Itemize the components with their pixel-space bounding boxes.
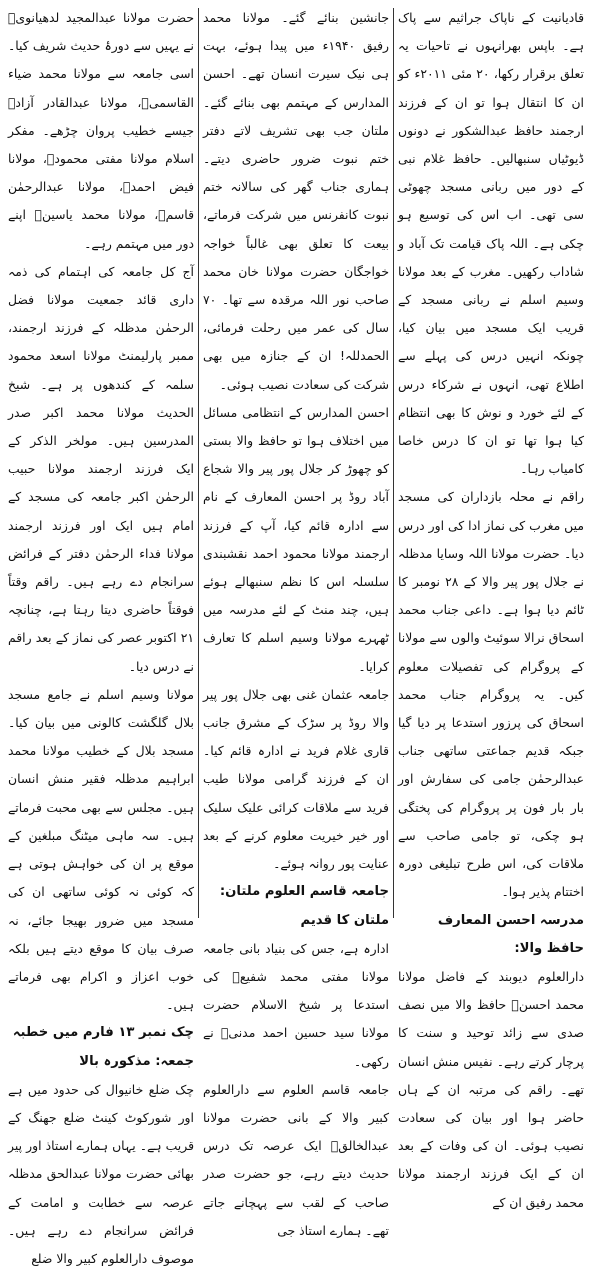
paragraph: دارالعلوم دیوبند کے فاضل مولانا محمد احسنؒ حافظ والا میں نصف صدی سے زائد توحید و سنت کا پرچار کرتے رہے۔ نفیس منش انسان تھے۔ راقم کی مرتبہ ان کے ہاں حاضر ہوا اور بیان کی سعادت نصیب ہوئی۔ ان کی وفات کے بعد ان کے ایک فرزند ارجمند مولانا محمد رفیق ان کے xyxy=(398,968,584,1210)
article-column-middle xyxy=(199,4,393,1238)
paragraph: آج کل جامعہ کی اہتمام کی ذمہ داری قائد جمعیت مولانا فضل الرحمٰن مدظلہ کے فرزند ارجمند، ممبر پارلیمنٹ مولانا اسعد محمود سلمہ کے کندھوں پر ہے۔ شیخ الحدیث مولانا محمد اکبر صدر المدرسین ہیں۔ مولخر الذکر کے ایک فرزند ارجمند مولانا حبیب الرحمٰن اکبر جامعہ کی مسجد کے امام ہیں ایک اور فرزند ارجمند مولانا فداء الرحمٰن دفتر کے فرائض سرانجام دے رہے ہیں۔ راقم وقتاً فوقتاً حاضری دیتا رہتا ہے، چنانچہ ۲۱ اکتوبر عصر کی نماز کے بعد راقم نے درس دیا۔ xyxy=(8,263,194,674)
article-column-right xyxy=(394,4,588,1210)
paragraph: راقم نے محلہ بازداران کی مسجد میں مغرب کی نماز ادا کی اور درس دیا۔ حضرت مولانا اللہ وسایا مدظلہ نے جلال پور پیر والا کے ۲۸ نومبر کا ٹائم دیا ہوا ہے۔ داعی جناب محمد اسحاق نرالا سوئیٹ والوں سے مولانا کے پروگرام کی تفصیلات معلوم کیں۔ یہ پروگرام جناب محمد اسحاق کی پرزور استدعا پر دیا گیا جبکہ قدیم جماعتی ساتھی جناب عبدالرحمٰن جامی کی سفارش اور بار بار فون پر پروگرام کی پختگی ہو چکی، تو جامی صاحب سے ملاقات کی، اس طرح تبلیغی دورہ اختتام پذیر ہوا۔ xyxy=(398,489,584,900)
paragraph: مولانا وسیم اسلم نے جامع مسجد بلال گلگشت کالونی میں بیان کیا۔ مسجد بلال کے خطیب مولانا محمد ابراہیم مدظلہ فقیر منش انسان ہیں۔ مجلس سے بھی محبت فرماتے ہیں۔ سہ ماہی میٹنگ مبلغین کے موقع پر ان کی خواہش ہوتی ہے کہ کوئی نہ کوئی ساتھی ان کی مسجد میں ضرور بھیجا جائے، نہ صرف بیان کا موقع دیتے ہیں بلکہ خوب اعزاز و اکرام بھی فرماتے ہیں۔ xyxy=(8,686,194,1013)
section-heading: چک نمبر ۱۳ فارم میں خطبہ جمعہ: مذکورہ بالا xyxy=(12,1025,194,1069)
paragraph: ادارہ ہے، جس کی بنیاد بانی جامعہ مولانا مفتی محمد شفیعؒ کی استدعا پر شیخ الاسلام حضرت مولانا سید حسین احمد مدنیؒ نے رکھی۔ xyxy=(203,940,389,1069)
paragraph: چک ضلع خانیوال کی حدود میں ہے اور شورکوٹ کینٹ ضلع جھنگ کے قریب ہے۔ یہاں ہمارے استاذ اور پیر بھائی حضرت مولانا عبدالحق مدظلہ عرصہ سے خطابت و امامت کے فرائض سرانجام دے رہے ہیں۔ موصوف دارالعلوم کبیر والا ضلع xyxy=(8,1081,194,1266)
paragraph: احسن المدارس کے انتظامی مسائل میں اختلاف ہوا تو حافظ والا بستی کو چھوڑ کر جلال پور پیر والا شجاع آباد روڈ پر احسن المعارف کے نام سے ادارہ قائم کیا، آپ کے فرزند ارجمند مولانا محمود احمد نقشبندی سلسلہ اس کا نظم سنبھالے ہوئے ہیں، چند منٹ کے لئے مدرسہ میں ٹھہرے مولانا وسیم اسلم کا تعارف کرایا۔ xyxy=(203,404,389,674)
section-heading: مدرسہ احسن المعارف حافظ والا: xyxy=(437,912,584,956)
paragraph: حضرت مولانا عبدالمجید لدھیانویؒ نے یہیں سے دورۂ حدیث شریف کیا۔ اسی جامعہ سے مولانا محمد ضیاء القاسمیؒ، مولانا عبدالقادر آزادؒ جیسے خطیب پروان چڑھے۔ مفکر اسلام مولانا مفتی محمودؒ، مولانا فیض احمدؒ، مولانا عبدالرحمٰن قاسمؒ، مولانا محمد یاسینؒ اپنے دور میں مہتمم رہے۔ xyxy=(8,10,194,251)
section-heading: جامعہ قاسم العلوم ملتان: ملتان کا قدیم xyxy=(219,884,389,928)
paragraph: جانشین بنائے گئے۔ مولانا محمد رفیق ۱۹۴۰ء میں پیدا ہوئے، بہت ہی نیک سیرت انسان تھے۔ احسن المدارس کے مہتمم بھی بنائے گئے۔ ملتان جب بھی تشریف لاتے دفتر ختم نبوت ضرور حاضری دیتے۔ ہماری جناب گھر کی سالانہ ختم نبوت کانفرنس میں شرکت فرماتے، بیعت کا تعلق بھی غالباً خواجہ خواجگان حضرت مولانا خان محمد صاحب نور اللہ مرقدہ سے تھا۔ ۷۰ سال کی عمر میں رحلت فرمائی، الحمدللہ! ان کے جنازہ میں بھی شرکت کی سعادت نصیب ہوئی۔ xyxy=(203,10,389,392)
paragraph: جامعہ قاسم العلوم سے دارالعلوم کبیر والا کے بانی حضرت مولانا عبدالخالقؒ ایک عرصہ تک درس حدیث دیتے رہے، جو حضرت صدر صاحب کے لقب سے پہچانے جاتے تھے۔ ہمارے استاذ جی xyxy=(203,1081,389,1238)
article-column-left xyxy=(4,4,198,1266)
paragraph: قادیانیت کے ناپاک جراثیم سے پاک ہے۔ باپس بھرانہوں نے تاحیات یہ تعلق برقرار رکھا، ۲۰ مئی ۲۰۱۱ء کو ان کا انتقال ہوا تو ان کے فرزند ارجمند حافظ عبدالشکور نے دونوں ڈیوٹیاں سنبھالیں۔ حافظ غلام نبی کے دور میں ربانی مسجد چھوٹی سی تھی۔ اب اس کی توسیع ہو چکی ہے۔ اللہ پاک قیامت تک آباد و شاداب رکھیں۔ مغرب کے بعد مولانا وسیم اسلم نے ربانی مسجد کے قریب ایک مسجد میں بیان کیا، چونکہ انہیں درس کی پہلے سے اطلاع تھی، انہوں نے شرکاء درس کے لئے خورد و نوش کا بھی انتظام کیا ہوا تھا تو ان کا درس خاصا کامیاب رہا۔ xyxy=(398,10,584,477)
paragraph: جامعہ عثمان غنی بھی جلال پور پیر والا روڈ پر سڑک کے مشرق جانب قاری غلام فرید نے ادارہ قائم کیا۔ ان کے فرزند گرامی مولانا طیب فرید سے ملاقات کرائی علیک سلیک اور خیر خیریت معلوم کرنے کے بعد عنایت پور روانہ ہوئے۔ xyxy=(203,686,389,872)
